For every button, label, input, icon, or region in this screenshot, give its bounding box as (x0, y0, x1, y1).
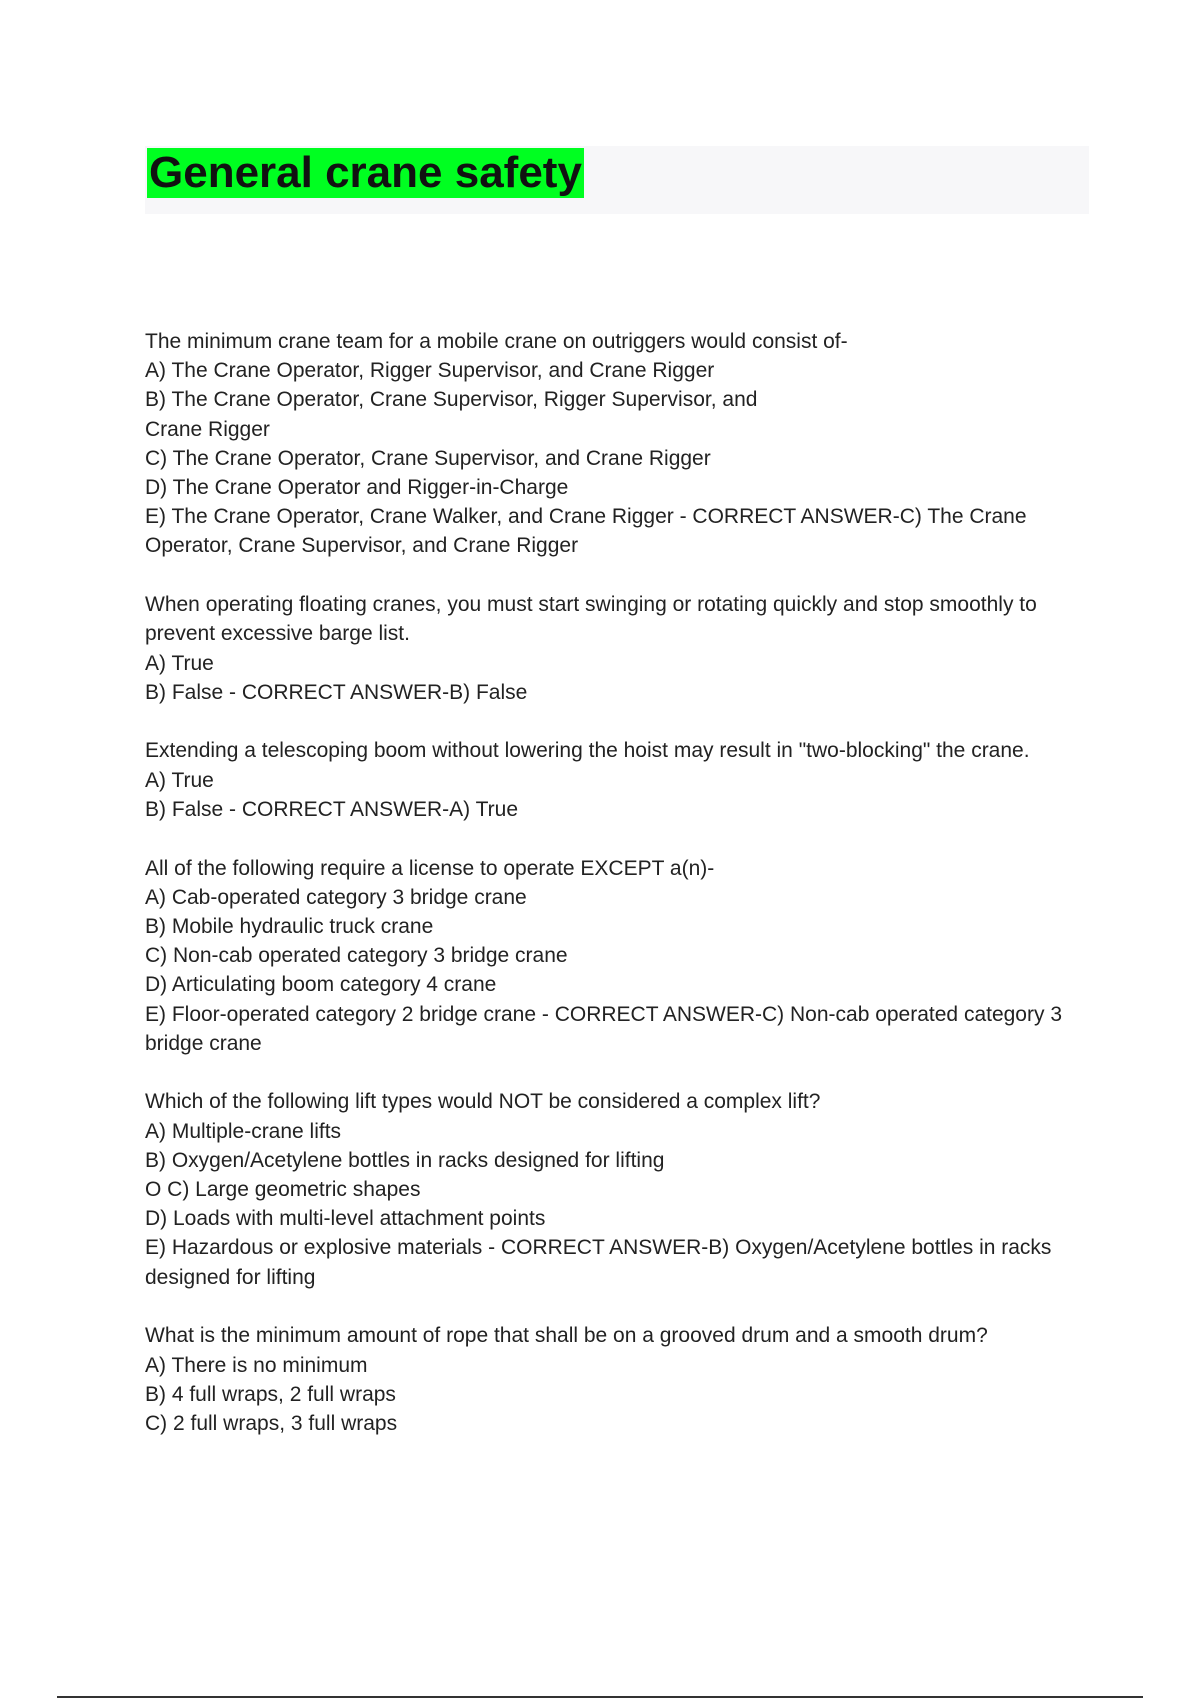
question-1-text: The minimum crane team for a mobile crane on outriggers would consist of- (145, 330, 848, 353)
question-4-option-a: A) Cab-operated category 3 bridge crane (145, 885, 527, 909)
question-block-4 (145, 854, 1100, 1058)
question-1-option-c: C) The Crane Operator, Crane Supervisor, and Crane Rigger (145, 446, 711, 470)
question-3-option-a: A) True (145, 768, 214, 792)
question-5-text: Which of the following lift types would NOT be considered a complex lift? (145, 1090, 821, 1114)
question-4-option-e-answer: E) Floor-operated category 2 bridge crane - CORRECT ANSWER-C) Non-cab operated category 3 bridge crane (145, 1002, 1062, 1055)
question-4-option-c: C) Non-cab operated category 3 bridge crane (145, 944, 568, 968)
question-3-text: Extending a telescoping boom without lowering the hoist may result in "two-blocking" the crane. (145, 739, 1030, 763)
question-4-option-b: B) Mobile hydraulic truck crane (145, 914, 434, 938)
footer-divider (57, 1696, 1143, 1698)
question-5-option-a: A) Multiple-crane lifts (145, 1119, 342, 1143)
question-5-option-e-answer: E) Hazardous or explosive materials - CORRECT ANSWER-B) Oxygen/Acetylene bottles in racks designed for lifting (145, 1236, 1052, 1289)
question-1-option-a: A) The Crane Operator, Rigger Supervisor, and Crane Rigger (145, 359, 715, 383)
question-4-text: All of the following require a license to operate EXCEPT a(n)- (145, 856, 715, 880)
question-block-5 (145, 1087, 1100, 1291)
question-5-option-c: O C) Large geometric shapes (145, 1178, 421, 1202)
question-4-option-d: D) Articulating boom category 4 crane (145, 973, 497, 997)
question-1-option-b: B) The Crane Operator, Crane Supervisor, Rigger Supervisor, and (145, 388, 758, 412)
question-6-option-c: C) 2 full wraps, 3 full wraps (145, 1412, 398, 1435)
question-block-2 (145, 590, 1100, 707)
question-block-3 (145, 736, 1100, 824)
question-5-option-d: D) Loads with multi-level attachment points (145, 1207, 546, 1231)
question-block-6 (145, 1321, 1100, 1438)
question-list (145, 327, 1100, 1468)
page-title (145, 148, 586, 198)
question-2-option-a: A) True (145, 651, 214, 675)
title-highlight: General crane safety (149, 148, 582, 197)
question-1-option-b-continued: Crane Rigger (145, 417, 270, 441)
question-6-text: What is the minimum amount of rope that shall be on a grooved drum and a smooth drum? (145, 1324, 988, 1348)
question-2-option-b-answer: B) False - CORRECT ANSWER-B) False (145, 680, 528, 704)
question-5-option-b: B) Oxygen/Acetylene bottles in racks designed for lifting (145, 1148, 665, 1172)
question-3-option-b-answer: B) False - CORRECT ANSWER-A) True (145, 797, 518, 821)
question-1-option-e-answer: E) The Crane Operator, Crane Walker, and Crane Rigger - CORRECT ANSWER-C) The Crane Operator, Crane Supervisor, and Crane Rigger (145, 505, 1027, 558)
question-2-text: When operating floating cranes, you must start swinging or rotating quickly and stop smoothly to prevent excessive barge list. (145, 593, 1037, 646)
question-block-1 (145, 327, 1100, 561)
question-6-option-a: A) There is no minimum (145, 1353, 368, 1377)
question-6-option-b: B) 4 full wraps, 2 full wraps (145, 1382, 396, 1406)
question-1-option-d: D) The Crane Operator and Rigger-in-Charge (145, 476, 569, 500)
